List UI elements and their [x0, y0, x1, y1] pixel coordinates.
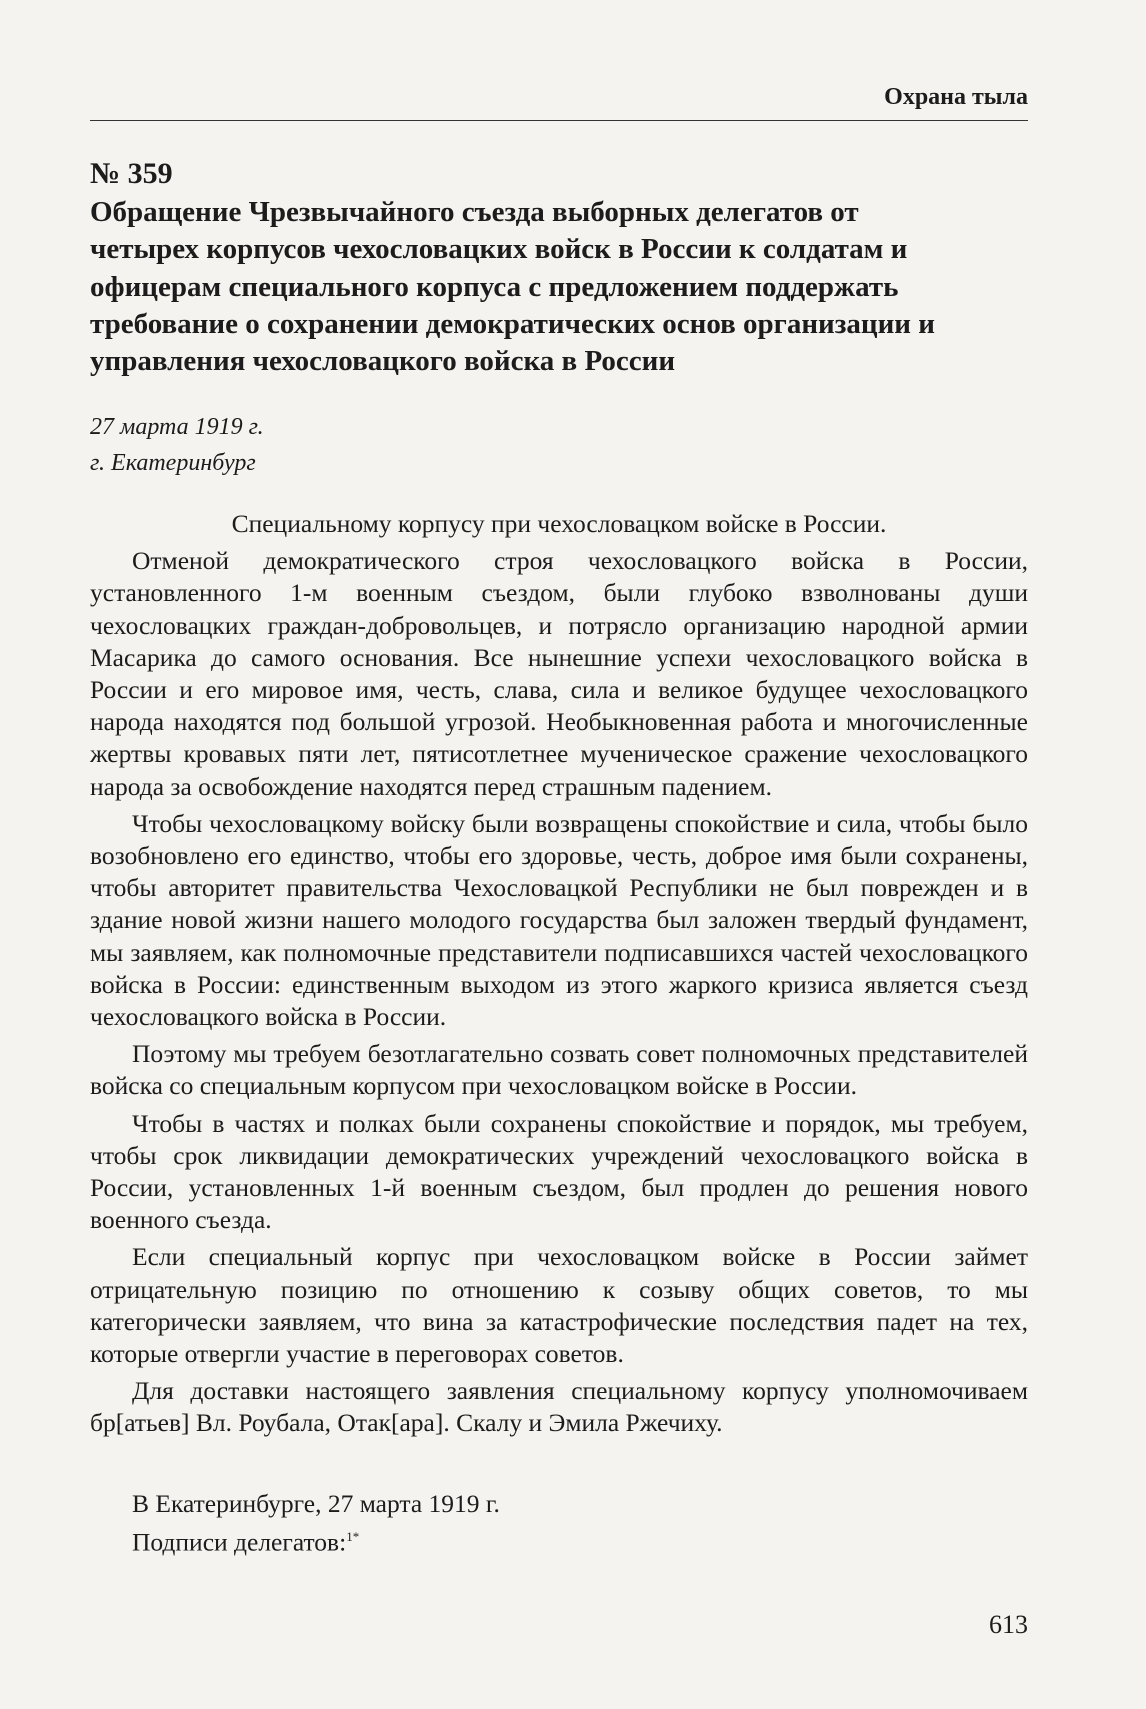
addressee-line: Специальному корпусу при чехословацком войске в России.	[231, 509, 887, 538]
document-place: г. Екатеринбург	[90, 450, 256, 476]
closing-block	[132, 1487, 500, 1559]
document-title: Обращение Чрезвычайного съезда выборных делегатов от четырех корпусов чехословацких войск в России к солдатам и офицерам специального корпуса с предложением поддержать требование о сохранении демократических основ организации и управления чехословацкого войска в России	[90, 196, 935, 378]
running-header-title: Охрана тыла	[884, 84, 1028, 110]
body-paragraph: Поэтому мы требуем безотлагательно созвать совет полномочных представителей войска со специальным корпусом при чехословацком войске в России.	[90, 1039, 1028, 1101]
footnote-marker[interactable]: 1*	[346, 1529, 360, 1544]
document-number: № 359	[90, 157, 173, 190]
document-body	[90, 508, 1028, 1445]
document-date: 27 марта 1919 г.	[90, 414, 264, 440]
page-number: 613	[989, 1610, 1028, 1639]
closing-place-date: В Екатеринбурге, 27 марта 1919 г.	[132, 1489, 500, 1518]
body-paragraph: Если специальный корпус при чехословацком войске в России займет отрицательную позицию по отношению к созыву общих советов, то мы категорически заявляем, что вина за катастрофические последствия падет на тех, которые отвергли участие в переговорах советов.	[90, 1242, 1028, 1369]
body-paragraph: Чтобы в частях и полках были сохранены спокойствие и порядок, мы требуем, чтобы срок ликвидации демократических учреждений чехословацкого войска в России, установленных 1-й военным съездом, был продлен до решения нового военного съезда.	[90, 1108, 1028, 1235]
book-page	[90, 0, 1028, 1709]
signatures-line	[132, 1520, 500, 1559]
signatures-label: Подписи делегатов:	[132, 1527, 347, 1557]
header-rule	[90, 120, 1028, 121]
body-paragraph: Для доставки настоящего заявления специальному корпусу уполномочиваем бр[атьев] Вл. Роубала, Отак[ара]. Скалу и Эмила Ржечиху.	[90, 1376, 1028, 1438]
body-paragraph: Отменой демократического строя чехословацкого войска в России, установленного 1-м военным съездом, были глубоко взволнованы души чехословацких граждан-добровольцев, и потрясло организацию народной армии Масарика до самого основания. Все нынешние успехи чехословацкого войска в России и его мировое имя, честь, слава, сила и великое будущее чехословацкого народа находятся под большой угрозой. Необыкновенная работа и многочисленные жертвы кровавых пяти лет, пятисотлетнее мученическое сражение чехословацкого народа за освобождение находятся перед страшным падением.	[90, 546, 1028, 801]
body-paragraph: Чтобы чехословацкому войску были возвращены спокойствие и сила, чтобы было возобновлено его единство, чтобы его здоровье, честь, доброе имя были сохранены, чтобы авторитет правительства Чехословацкой Республики не был поврежден и в здание новой жизни нашего молодого государства был заложен твердый фундамент, мы заявляем, как полномочные представители подписавшихся частей чехословацкого войска в России: единственным выходом из этого жаркого кризиса является съезд чехословацкого войска в России.	[90, 808, 1028, 1032]
